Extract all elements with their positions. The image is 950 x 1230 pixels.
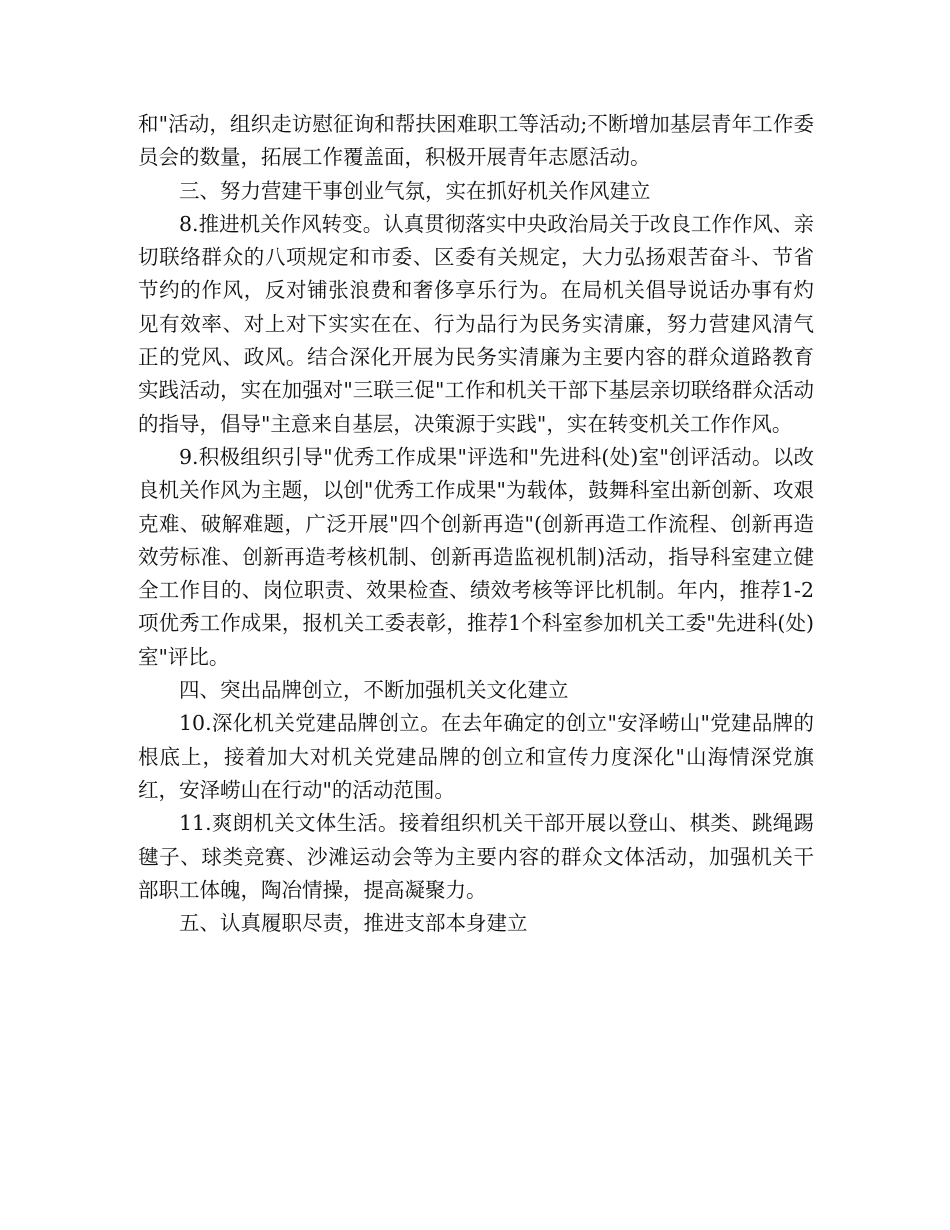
section-heading-5: 五、认真履职尽责，推进支部本身建立: [179, 911, 528, 936]
paragraph-item-10: 10.深化机关党建品牌创立。在去年确定的创立"安泽崂山"党建品牌的根底上，接着加大对机关党建品牌的创立和宣传力度深化"山海情深党旗红，安泽崂山在行动"的活动范围。: [138, 711, 814, 802]
paragraph-item-9: 9.积极组织引导"优秀工作成果"评选和"先进科(处)室"创评活动。以改良机关作风为主题，以创"优秀工作成果"为载体，鼓舞科室出新创新、攻艰克难、破解难题，广泛开展"四个创新再造"(创新再造工作流程、创新再造效劳标准、创新再造考核机制、创新再造监视机制)活动，指导科室建立健全工作目的、岗位职责、效果检查、绩效考核等评比机制。年内，推荐1-2项优秀工作成果，报机关工委表彰，推荐1个科室参加机关工委"先进科(处)室"评比。: [138, 444, 814, 669]
section-heading-4: 四、突出品牌创立，不断加强机关文化建立: [179, 678, 569, 703]
paragraph-item-11: 11.爽朗机关文体生活。接着组织机关干部开展以登山、棋类、跳绳踢毽子、球类竞赛、沙滩运动会等为主要内容的群众文体活动，加强机关干部职工体魄，陶冶情操，提高凝聚力。: [138, 811, 814, 902]
document-body: [138, 108, 814, 940]
paragraph-continuation: 和"活动，组织走访慰征询和帮扶困难职工等活动;不断增加基层青年工作委员会的数量，拓展工作覆盖面，积极开展青年志愿活动。: [138, 112, 814, 170]
section-heading-3: 三、努力营建干事创业气氛，实在抓好机关作风建立: [179, 178, 651, 203]
paragraph-item-8: 8.推进机关作风转变。认真贯彻落实中央政治局关于改良工作作风、亲切联络群众的八项规定和市委、区委有关规定，大力弘扬艰苦奋斗、节省节约的作风，反对铺张浪费和奢侈享乐行为。在局机关倡导说话办事有灼见有效率、对上对下实实在在、行为品行为民务实清廉，努力营建风清气正的党风、政风。结合深化开展为民务实清廉为主要内容的群众道路教育实践活动，实在加强对"三联三促"工作和机关干部下基层亲切联络群众活动的指导，倡导"主意来自基层，决策源于实践"，实在转变机关工作作风。: [138, 211, 814, 436]
